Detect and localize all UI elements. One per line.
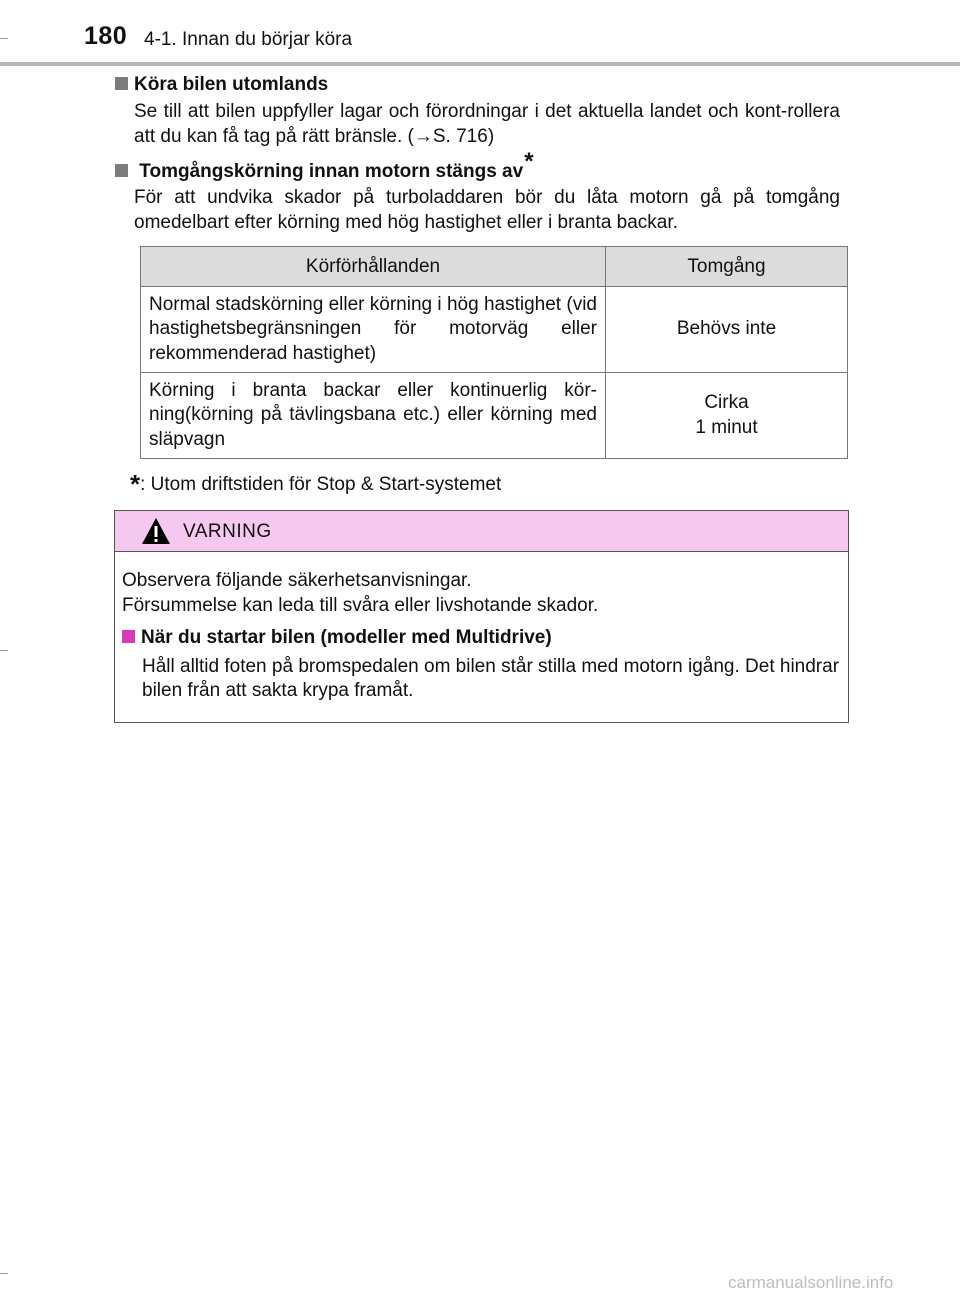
table-cell-idle: Cirka 1 minut [606,373,848,459]
crop-mark [0,650,8,651]
section-title: 4-1. Innan du börjar köra [144,29,353,50]
warning-box [114,510,849,723]
warning-intro: Försummelse kan leda till svåra eller livshotande skador. [122,594,599,616]
header-divider [0,62,960,66]
watermark: carmanualsonline.info [728,1273,894,1292]
footnote: *: Utom driftstiden för Stop & Start-systemet [130,469,502,499]
paragraph-idling: För att undvika skador på turboladdaren bör du låta motorn gå på tomgång omedelbart efter körning med hög hastighet eller i branta backar. [134,187,840,233]
warning-intro: Observera följande säkerhetsanvisningar. [122,570,472,591]
footnote-marker: * [130,469,141,499]
square-bullet-icon [115,77,128,90]
square-bullet-icon [115,164,128,177]
heading-idling: Tomgångskörning innan motorn stängs av* [115,156,534,184]
warning-header [115,511,848,552]
page-header [0,0,960,64]
table-row [141,373,848,459]
warning-subheading: När du startar bilen (modeller med Multidrive) [122,626,842,651]
warning-text: Håll alltid foten på bromspedalen om bilen står stilla med motorn igång. Det hindrar bilen från att sakta krypa framåt. [142,655,840,701]
crop-mark [0,1273,8,1274]
warning-title: VARNING [183,521,272,542]
warning-triangle-icon [141,517,171,545]
heading-abroad: Köra bilen utomlands [115,74,328,96]
crop-mark [0,38,8,39]
column-header: Körförhållanden [141,247,606,287]
idling-table [140,246,848,459]
page-number: 180 [84,22,128,50]
table-cell-idle: Behövs inte [606,287,848,373]
footnote-marker: * [524,148,534,175]
warning-body [122,569,842,704]
paragraph-abroad: Se till att bilen uppfyller lagar och förordningar i det aktuella landet och kont-rollera att du kan få tag på rätt bränsle. (→S. 716) [134,101,840,147]
column-header: Tomgång [606,247,848,287]
table-cell-condition: Körning i branta backar eller kontinuerlig kör-ning(körning på tävlingsbana etc.) eller körning med släpvagn [141,373,606,459]
square-bullet-icon [122,630,135,643]
table-row [141,287,848,373]
table-header-row [141,247,848,287]
table-cell-condition: Normal stadskörning eller körning i hög hastighet (vid hastighetsbegränsningen för motorväg eller rekommenderad hastighet) [141,287,606,373]
